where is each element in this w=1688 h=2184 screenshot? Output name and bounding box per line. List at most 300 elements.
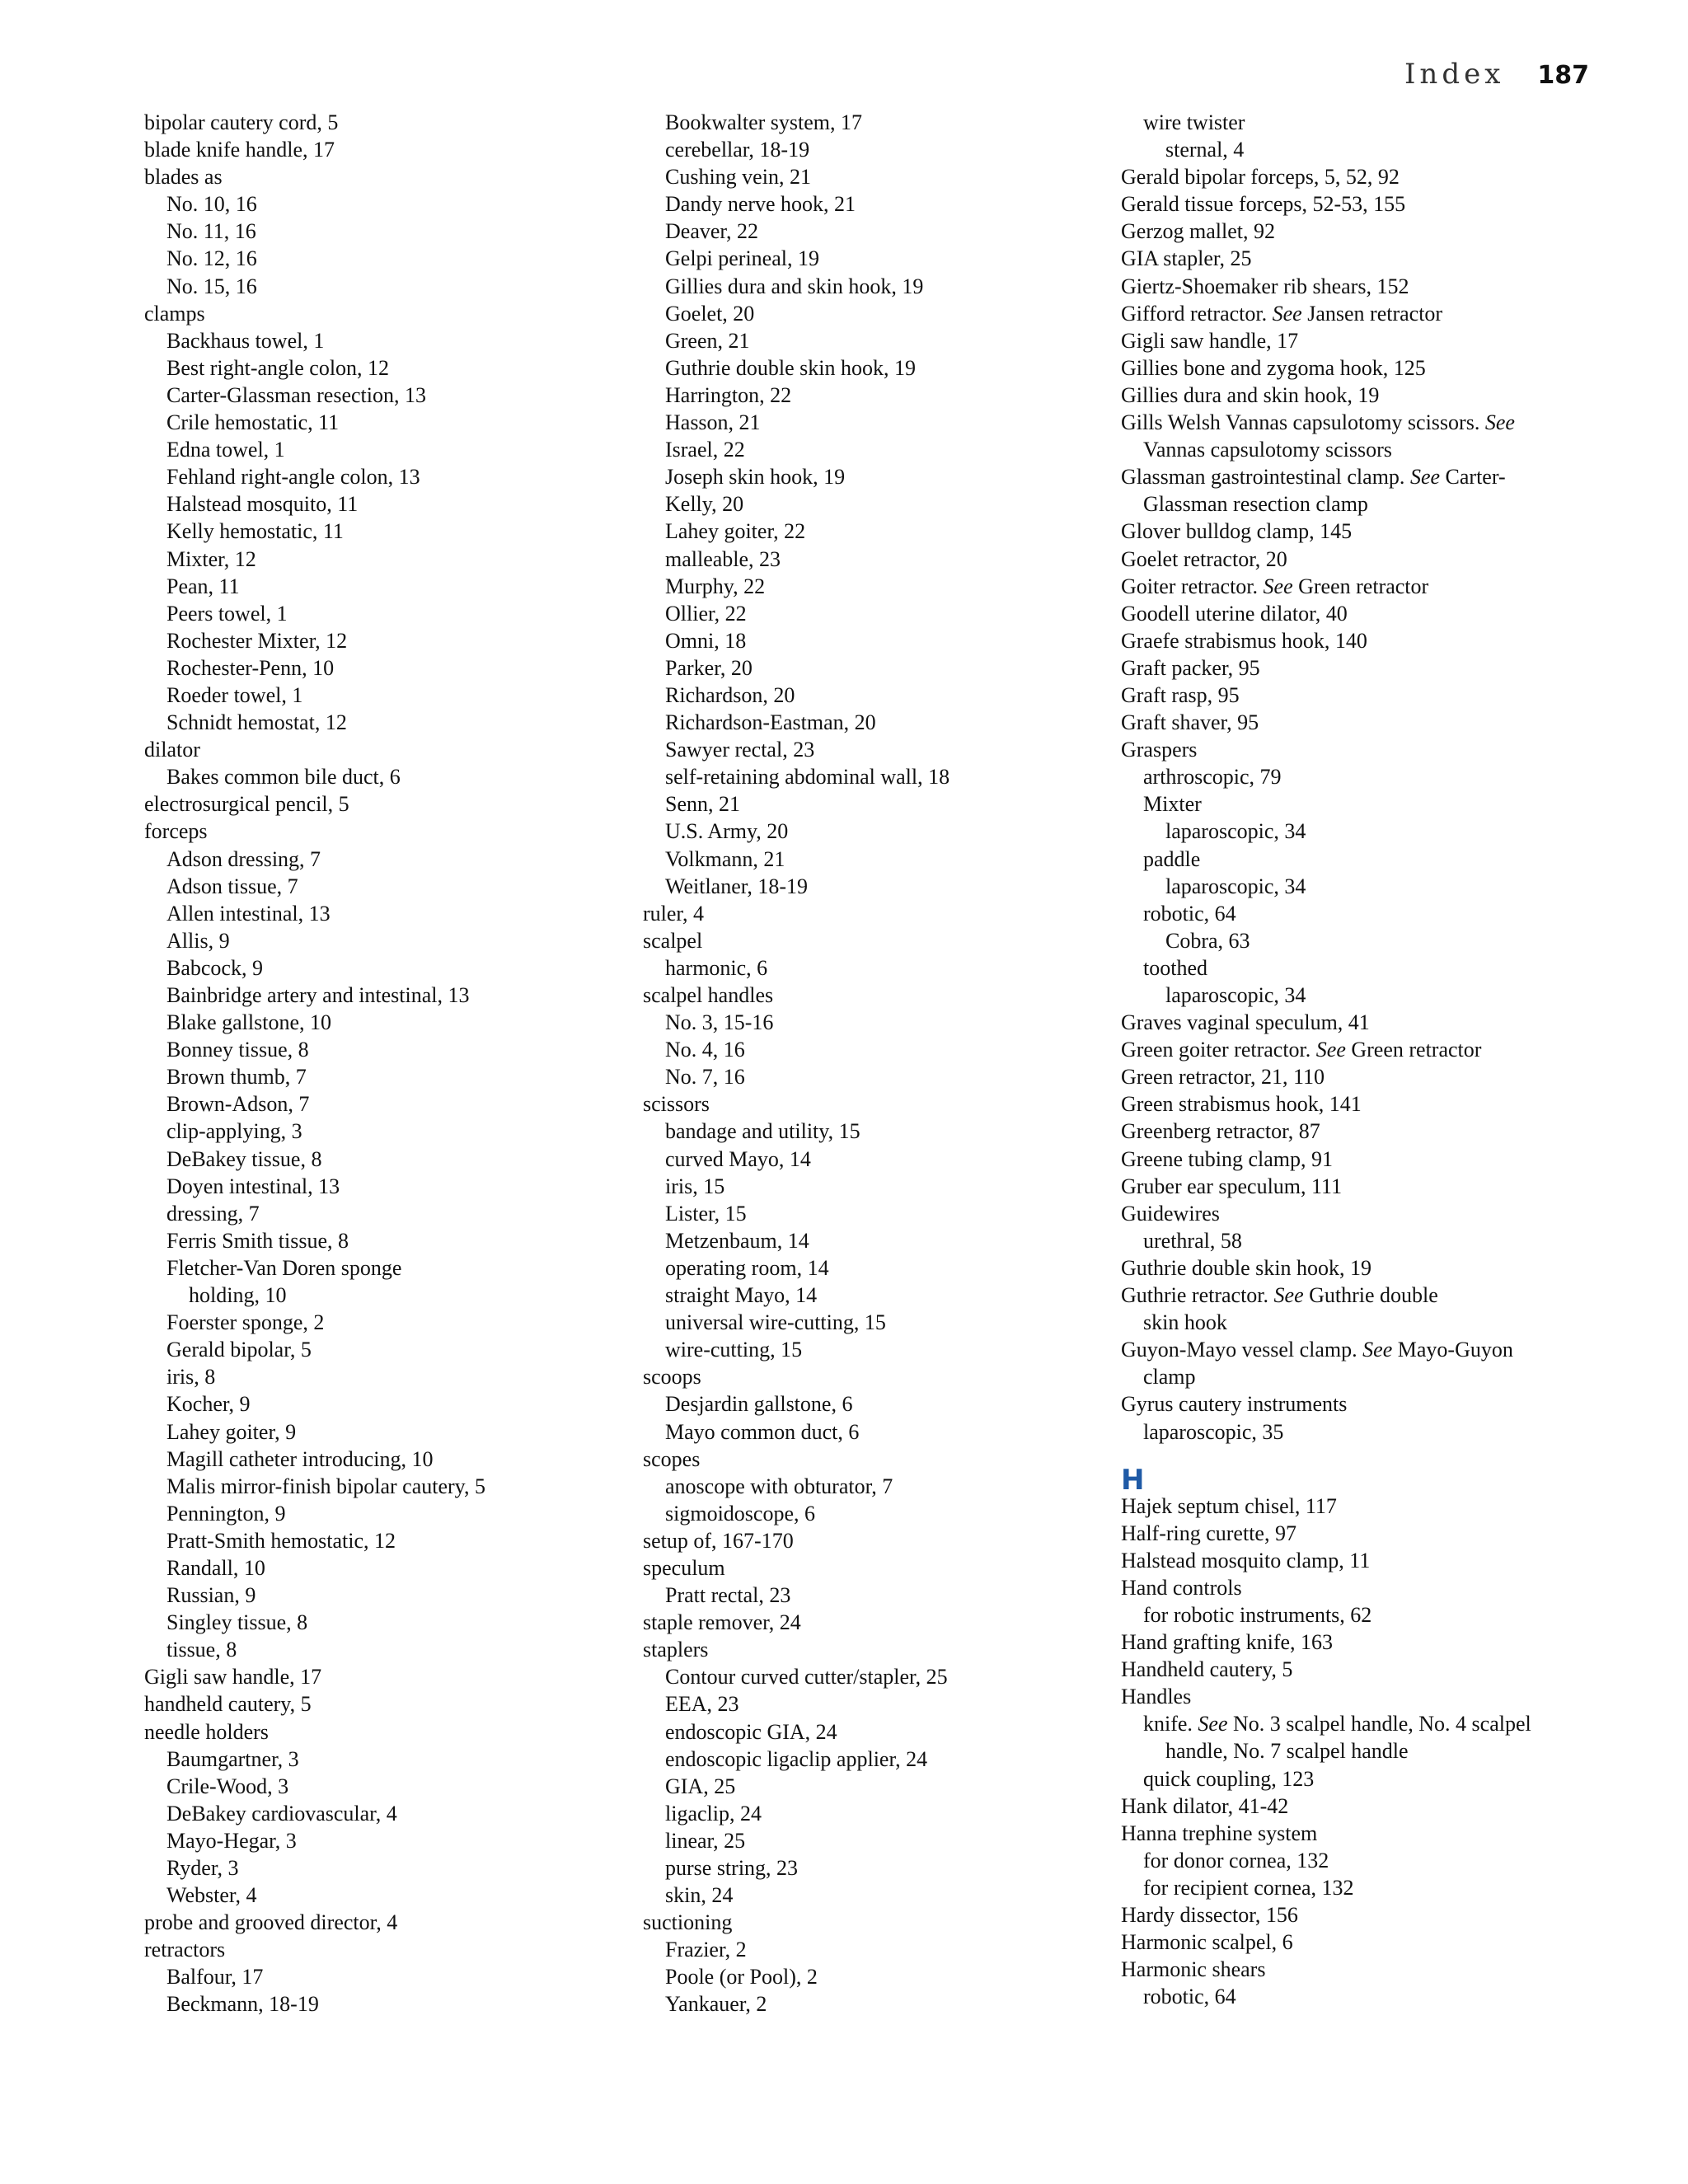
index-subentry: [144, 354, 639, 382]
index-subentry: [1121, 1363, 1615, 1390]
index-entry: [144, 1936, 639, 1963]
entry-text: speculum: [643, 1555, 725, 1580]
index-subentry: [1121, 1765, 1615, 1793]
entry-text: Graspers: [1121, 738, 1198, 762]
index-subentry: [643, 1336, 1121, 1363]
index-entry: [643, 1609, 1121, 1636]
index-subentry: [1121, 1874, 1615, 1901]
index-entry: [1121, 546, 1615, 573]
entry-text: Kocher, 9: [166, 1392, 251, 1417]
index-entry: [144, 1909, 639, 1936]
entry-text: tissue, 8: [166, 1638, 237, 1662]
index-subentry: [643, 873, 1121, 900]
index-subentry: [144, 1746, 639, 1773]
index-entry: [144, 1718, 639, 1746]
entry-text: Ryder, 3: [166, 1856, 239, 1880]
entry-text: Joseph skin hook, 19: [665, 465, 846, 490]
entry-text: Giertz-Shoemaker rib shears, 152: [1121, 274, 1409, 298]
index-subentry: [643, 1990, 1121, 2018]
entry-text: dilator: [144, 738, 200, 762]
entry-text: Bookwalter system, 17: [665, 110, 863, 134]
index-subentry: [643, 1418, 1121, 1446]
entry-text: Gerald bipolar, 5: [166, 1338, 312, 1362]
entry-text: Guthrie double skin hook, 19: [1121, 1255, 1372, 1280]
see-reference: See: [1198, 1712, 1228, 1736]
index-entry: [643, 1363, 1121, 1390]
index-subentry: [144, 1882, 639, 1909]
index-subentry: [1121, 1601, 1615, 1629]
entry-text: Goelet, 20: [665, 301, 755, 326]
index-entry: [1121, 1063, 1615, 1090]
index-subentry: [144, 273, 639, 300]
index-subentry: [643, 1963, 1121, 1990]
index-entry: [1121, 1336, 1615, 1363]
index-subentry: [643, 1936, 1121, 1963]
entry-text: Rochester Mixter, 12: [166, 628, 348, 653]
entry-text: Best right-angle colon, 12: [166, 355, 390, 380]
index-subentry: [144, 1473, 639, 1500]
index-subentry: [1121, 436, 1615, 463]
entry-text: Balfour, 17: [166, 1965, 264, 1990]
entry-text: Green, 21: [665, 328, 750, 353]
index-subentry: [1121, 490, 1615, 518]
index-subentry: [1121, 846, 1615, 873]
entry-text: Richardson-Eastman, 20: [665, 710, 876, 735]
entry-text: Goodell uterine dilator, 40: [1121, 601, 1348, 626]
index-subentry: [643, 627, 1121, 654]
index-entry: [1121, 518, 1615, 545]
index-subentry: [144, 682, 639, 709]
index-subentry: [144, 1336, 639, 1363]
entry-text: Rochester-Penn, 10: [166, 655, 335, 680]
entry-text: Graft rasp, 95: [1121, 682, 1240, 707]
entry-text: Gifford retractor.: [1121, 301, 1273, 326]
entry-text: operating room, 14: [665, 1255, 829, 1280]
index-subentry: [144, 518, 639, 545]
index-subentry: [643, 818, 1121, 845]
index-subentry: [643, 1146, 1121, 1173]
entry-text: Omni, 18: [665, 628, 747, 653]
entry-text: suctioning: [643, 1910, 733, 1935]
entry-text: self-retaining abdominal wall, 18: [665, 765, 950, 790]
index-subentry: [1121, 136, 1615, 163]
index-entry: [1121, 600, 1615, 627]
entry-text: scoops: [643, 1365, 701, 1390]
index-subentry: [144, 1090, 639, 1118]
entry-text: No. 7, 16: [665, 1065, 745, 1090]
entry-text: Russian, 9: [166, 1583, 256, 1608]
entry-text: sternal, 4: [1165, 138, 1245, 162]
entry-text: clip-applying, 3: [166, 1119, 302, 1144]
index-subentry: [643, 1254, 1121, 1282]
entry-text: Hand controls: [1121, 1575, 1242, 1600]
entry-text: ligaclip, 24: [665, 1801, 762, 1825]
index-subentry: [144, 846, 639, 873]
entry-text: Harmonic scalpel, 6: [1121, 1930, 1293, 1955]
entry-text: iris, 15: [665, 1174, 725, 1198]
index-subentry: [144, 1582, 639, 1609]
entry-text: Volkmann, 21: [665, 846, 785, 871]
entry-text: skin hook: [1143, 1310, 1227, 1335]
entry-text: Graves vaginal speculum, 41: [1121, 1010, 1370, 1035]
page-number: 187: [1537, 61, 1589, 90]
index-entry: [1121, 1146, 1615, 1173]
entry-text: Fletcher-Van Doren sponge: [166, 1255, 402, 1280]
index-entry: [1121, 736, 1615, 763]
index-subentry: [643, 300, 1121, 327]
index-subentry: [1121, 954, 1615, 982]
entry-text: No. 11, 16: [166, 219, 256, 244]
index-entry: [1121, 1200, 1615, 1227]
entry-text: iris, 8: [166, 1365, 216, 1390]
index-entry: [1121, 1520, 1615, 1547]
entry-text: Gillies dura and skin hook, 19: [665, 274, 924, 298]
entry-text: laparoscopic, 34: [1165, 874, 1306, 898]
entry-text: No. 3, 15-16: [665, 1010, 774, 1035]
index-subentry: [1121, 982, 1615, 1009]
entry-text: Backhaus towel, 1: [166, 328, 325, 353]
index-entry: [144, 163, 639, 190]
index-subentry: [643, 1227, 1121, 1254]
entry-text: Murphy, 22: [665, 574, 766, 598]
index-entry: [1121, 163, 1615, 190]
index-subentry: [1121, 1418, 1615, 1446]
index-subentry: [643, 1473, 1121, 1500]
index-subentry: [144, 1118, 639, 1145]
entry-text: Crile hemostatic, 11: [166, 410, 340, 435]
index-entry: [643, 982, 1121, 1009]
entry-text: Pennington, 9: [166, 1501, 286, 1526]
cross-reference-target: No. 3 scalpel handle, No. 4 scalpel: [1227, 1712, 1531, 1736]
index-entry: [1121, 1656, 1615, 1683]
entry-text: Pratt-Smith hemostatic, 12: [166, 1528, 396, 1553]
entry-text: staplers: [643, 1638, 709, 1662]
entry-text: Green retractor, 21, 110: [1121, 1065, 1325, 1090]
entry-text: malleable, 23: [665, 546, 781, 571]
index-entry: [1121, 654, 1615, 682]
entry-text: No. 12, 16: [166, 246, 257, 271]
entry-text: Lister, 15: [665, 1201, 747, 1226]
entry-text: toothed: [1143, 955, 1207, 980]
section-title: Index: [1404, 58, 1505, 91]
index-entry: [1121, 1793, 1615, 1820]
index-subentry: [144, 1827, 639, 1854]
entry-text: Gyrus cautery instruments: [1121, 1392, 1348, 1417]
index-subentry: [643, 763, 1121, 790]
index-column-3: [1121, 109, 1615, 2010]
index-subentry: [1121, 873, 1615, 900]
index-subentry: [643, 1663, 1121, 1690]
index-subentry: [144, 1282, 639, 1309]
index-subentry: [144, 1609, 639, 1636]
entry-text: wire-cutting, 15: [665, 1338, 803, 1362]
entry-text: Adson dressing, 7: [166, 846, 321, 871]
entry-text: holding, 10: [189, 1283, 287, 1308]
index-subentry: [643, 109, 1121, 136]
index-subentry: [144, 190, 639, 218]
index-subentry: [144, 1500, 639, 1527]
see-reference: See: [1263, 574, 1293, 598]
entry-text: Hank dilator, 41-42: [1121, 1793, 1289, 1818]
entry-text: Glassman gastrointestinal clamp.: [1121, 465, 1410, 490]
entry-text: Schnidt hemostat, 12: [166, 710, 347, 735]
index-entry: [1121, 1118, 1615, 1145]
see-reference: See: [1273, 1283, 1304, 1308]
entry-text: GIA stapler, 25: [1121, 246, 1252, 271]
entry-text: blades as: [144, 165, 223, 190]
index-subentry: [144, 873, 639, 900]
entry-text: Dandy nerve hook, 21: [665, 192, 856, 217]
entry-text: Brown-Adson, 7: [166, 1092, 310, 1117]
index-subentry: [144, 1854, 639, 1882]
index-subentry: [643, 654, 1121, 682]
index-subentry: [643, 573, 1121, 600]
index-subentry: [144, 982, 639, 1009]
index-column-2: [643, 109, 1121, 2018]
entry-text: Gillies bone and zygoma hook, 125: [1121, 355, 1426, 380]
entry-text: Sawyer rectal, 23: [665, 738, 815, 762]
index-entry: [643, 927, 1121, 954]
index-entry: [643, 1909, 1121, 1936]
entry-text: Frazier, 2: [665, 1938, 747, 1962]
entry-text: Graefe strabismus hook, 140: [1121, 628, 1367, 653]
entry-text: Metzenbaum, 14: [665, 1228, 809, 1253]
index-subentry: [643, 218, 1121, 245]
index-entry: [1121, 409, 1615, 436]
index-subentry: [643, 518, 1121, 545]
cross-reference-target: Green retractor: [1292, 574, 1429, 598]
index-subentry: [643, 463, 1121, 490]
index-subentry: [643, 682, 1121, 709]
index-entry: [144, 136, 639, 163]
entry-text: scalpel handles: [643, 983, 774, 1007]
index-subentry: [643, 163, 1121, 190]
entry-text: Vannas capsulotomy scissors: [1143, 438, 1392, 462]
index-entry: [144, 109, 639, 136]
index-entry: [1121, 709, 1615, 736]
index-entry: [1121, 1036, 1615, 1063]
index-subentry: [643, 790, 1121, 818]
entry-text: Cushing vein, 21: [665, 165, 811, 190]
index-subentry: [643, 1118, 1121, 1145]
index-entry: [643, 1090, 1121, 1118]
index-subentry: [643, 327, 1121, 354]
entry-text: purse string, 23: [665, 1856, 799, 1880]
index-subentry: [643, 1390, 1121, 1418]
index-subentry: [643, 1200, 1121, 1227]
cross-reference-target: Jansen retractor: [1301, 301, 1443, 326]
index-entry: [144, 818, 639, 845]
index-subentry: [643, 1854, 1121, 1882]
index-subentry: [144, 1418, 639, 1446]
index-subentry: [1121, 1847, 1615, 1874]
index-subentry: [643, 136, 1121, 163]
entry-text: Parker, 20: [665, 655, 753, 680]
entry-text: quick coupling, 123: [1143, 1766, 1315, 1791]
entry-text: curved Mayo, 14: [665, 1146, 811, 1171]
index-subentry: [144, 1254, 639, 1282]
index-entry: [643, 1446, 1121, 1473]
index-subentry: [643, 1282, 1121, 1309]
index-entry: [144, 790, 639, 818]
entry-text: DeBakey cardiovascular, 4: [166, 1801, 397, 1825]
index-entry: [1121, 1574, 1615, 1601]
entry-text: DeBakey tissue, 8: [166, 1146, 322, 1171]
entry-text: Guidewires: [1121, 1201, 1220, 1226]
index-subentry: [144, 490, 639, 518]
index-subentry: [643, 1309, 1121, 1336]
index-subentry: [144, 1446, 639, 1473]
entry-text: Bonney tissue, 8: [166, 1038, 309, 1062]
entry-text: Greenberg retractor, 87: [1121, 1119, 1320, 1144]
entry-text: Carter-Glassman resection, 13: [166, 382, 426, 407]
index-entry: [1121, 1009, 1615, 1036]
cross-reference-target: Guthrie double: [1303, 1283, 1438, 1308]
entry-text: retractors: [144, 1938, 226, 1962]
index-subentry: [144, 1363, 639, 1390]
entry-text: Fehland right-angle colon, 13: [166, 465, 420, 490]
entry-text: Malis mirror-finish bipolar cautery, 5: [166, 1474, 485, 1498]
entry-text: Foerster sponge, 2: [166, 1310, 325, 1335]
entry-text: skin, 24: [665, 1883, 734, 1908]
index-entry: [1121, 218, 1615, 245]
see-reference: See: [1362, 1338, 1393, 1362]
index-subentry: [643, 436, 1121, 463]
index-subentry: [144, 1063, 639, 1090]
entry-text: Lahey goiter, 9: [166, 1419, 297, 1444]
entry-text: Edna towel, 1: [166, 438, 285, 462]
entry-text: ruler, 4: [643, 901, 705, 926]
index-entry: [1121, 1629, 1615, 1656]
section-letter-heading: H: [1121, 1463, 1145, 1497]
running-header: [1404, 58, 1589, 91]
index-subentry: [643, 409, 1121, 436]
index-subentry: [643, 190, 1121, 218]
index-subentry: [643, 546, 1121, 573]
entry-text: robotic, 64: [1143, 901, 1236, 926]
index-subentry: [643, 1036, 1121, 1063]
index-subentry: [144, 954, 639, 982]
index-subentry: [643, 273, 1121, 300]
index-subentry: [144, 573, 639, 600]
entry-text: Magill catheter introducing, 10: [166, 1446, 434, 1471]
index-subentry: [643, 1173, 1121, 1200]
index-subentry: [643, 1009, 1121, 1036]
index-entry: [1121, 1254, 1615, 1282]
entry-text: Beckmann, 18-19: [166, 1992, 319, 2017]
index-entry: [144, 1663, 639, 1690]
entry-text: Roeder towel, 1: [166, 682, 303, 707]
entry-text: scissors: [643, 1092, 710, 1117]
entry-text: robotic, 64: [1143, 1985, 1236, 2009]
entry-text: Gerald bipolar forceps, 5, 52, 92: [1121, 165, 1400, 190]
index-subentry: [643, 1718, 1121, 1746]
entry-text: sigmoidoscope, 6: [665, 1501, 815, 1526]
entry-text: bipolar cautery cord, 5: [144, 110, 339, 134]
index-entry: [643, 900, 1121, 927]
entry-text: Baumgartner, 3: [166, 1746, 299, 1771]
index-subentry: [144, 1173, 639, 1200]
entry-text: Senn, 21: [665, 792, 740, 817]
index-entry: [1121, 573, 1615, 600]
entry-text: for robotic instruments, 62: [1143, 1602, 1372, 1627]
entry-text: Mayo-Hegar, 3: [166, 1828, 297, 1853]
entry-text: Crile-Wood, 3: [166, 1774, 289, 1798]
index-entry: [1121, 300, 1615, 327]
index-subentry: [144, 1636, 639, 1663]
index-entry: [643, 1636, 1121, 1663]
entry-text: Goiter retractor.: [1121, 574, 1264, 598]
index-subentry: [1121, 900, 1615, 927]
entry-text: Pean, 11: [166, 574, 240, 598]
entry-text: Graft shaver, 95: [1121, 710, 1259, 735]
entry-text: universal wire-cutting, 15: [665, 1310, 886, 1335]
entry-text: Ollier, 22: [665, 601, 747, 626]
entry-text: Bakes common bile duct, 6: [166, 765, 401, 790]
index-entry: [1121, 190, 1615, 218]
see-reference: See: [1409, 465, 1441, 490]
entry-text: probe and grooved director, 4: [144, 1910, 398, 1935]
entry-text: Babcock, 9: [166, 955, 263, 980]
index-subentry: [144, 600, 639, 627]
index-subentry: [144, 709, 639, 736]
entry-text: forceps: [144, 819, 208, 844]
see-reference: See: [1315, 1038, 1346, 1062]
entry-text: Hardy dissector, 156: [1121, 1903, 1298, 1927]
entry-text: straight Mayo, 14: [665, 1283, 818, 1308]
entry-text: Hanna trephine system: [1121, 1821, 1318, 1845]
entry-text: Cobra, 63: [1165, 928, 1250, 953]
entry-text: Hasson, 21: [665, 410, 761, 435]
entry-text: scopes: [643, 1446, 701, 1471]
entry-text: Gigli saw handle, 17: [144, 1665, 322, 1690]
entry-text: Halstead mosquito clamp, 11: [1121, 1548, 1371, 1572]
index-subentry: [144, 245, 639, 272]
index-subentry: [643, 1582, 1121, 1609]
index-subentry: [144, 382, 639, 409]
entry-text: cerebellar, 18-19: [665, 138, 810, 162]
index-subentry: [1121, 763, 1615, 790]
entry-text: Pratt rectal, 23: [665, 1583, 791, 1608]
index-subentry: [643, 736, 1121, 763]
index-subentry: [144, 763, 639, 790]
entry-text: for recipient cornea, 132: [1143, 1875, 1354, 1900]
index-subentry: [144, 627, 639, 654]
entry-text: Hajek septum chisel, 117: [1121, 1493, 1337, 1518]
index-column-1: [144, 109, 639, 2018]
index-subentry: [144, 654, 639, 682]
index-entry: [1121, 463, 1615, 490]
index-subentry: [643, 1773, 1121, 1800]
entry-text: laparoscopic, 35: [1143, 1419, 1284, 1444]
index-subentry: [144, 1200, 639, 1227]
index-subentry: [643, 1690, 1121, 1718]
entry-text: Guthrie double skin hook, 19: [665, 355, 917, 380]
index-entry: [1121, 1683, 1615, 1710]
entry-text: handheld cautery, 5: [144, 1692, 312, 1717]
index-subentry: [1121, 790, 1615, 818]
index-subentry: [144, 546, 639, 573]
entry-text: Harrington, 22: [665, 382, 792, 407]
index-subentry: [643, 709, 1121, 736]
index-subentry: [643, 245, 1121, 272]
index-subentry: [1121, 1227, 1615, 1254]
index-entry: [1121, 627, 1615, 654]
entry-text: GIA, 25: [665, 1774, 736, 1798]
index-subentry: [144, 463, 639, 490]
entry-text: Half-ring curette, 97: [1121, 1521, 1296, 1545]
entry-text: No. 15, 16: [166, 274, 257, 298]
